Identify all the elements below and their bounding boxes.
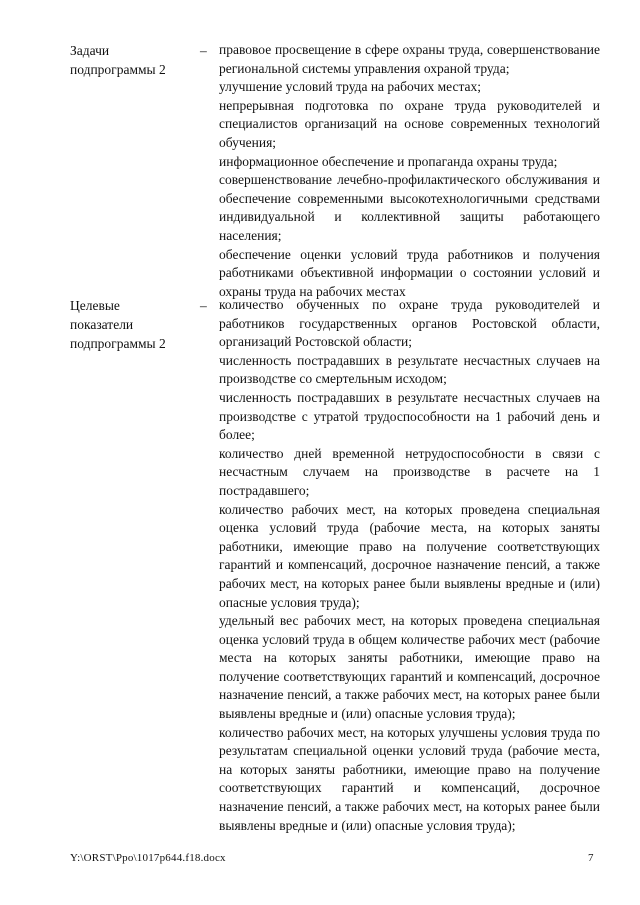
indicators-dash: – xyxy=(200,298,207,313)
indicators-label-line: Целевые xyxy=(70,298,120,313)
indicator-item: количество дней временной нетрудоспособности в связи с несчастным случаем на производстве в расчете на 1 пострадавшего; xyxy=(219,445,600,498)
indicators-label xyxy=(70,296,200,353)
task-item: информационное обеспечение и пропаганда охраны труда; xyxy=(219,153,558,169)
task-item: правовое просвещение в сфере охраны труда, совершенствование региональной системы управления охраной труда; xyxy=(219,42,600,76)
indicator-item: удельный вес рабочих мест, на которых проведена специальная оценка условий труда в общем количестве рабочих мест (рабочие места на которых заняты работники, имеющие право на получение соответствующих гарантий и компенсаций, досрочное назначение пенсий, а также рабочих мест, на которых ранее были выявлены вредные и (или) опасные условия труда); xyxy=(219,613,600,722)
tasks-label-line: Задачи xyxy=(70,43,110,58)
indicator-item: количество рабочих мест, на которых проведена специальная оценка условий труда (рабочие места, на которых заняты работники, имеющие право на получение соответствующих гарантий и компенсаций, досрочное назначение пенсий, а также рабочих мест, на которых ранее были выявлены вредные и (или) опасные условия труда); xyxy=(219,501,600,610)
task-item: обеспечение оценки условий труда работников и получения работниками объективной информации о состоянии условий и охраны труда на рабочих местах xyxy=(219,246,600,299)
tasks-label-line: подпрограммы 2 xyxy=(70,62,166,77)
indicator-item: количество рабочих мест, на которых улучшены условия труда по результатам специальной оценки условий труда (рабочие места, на которых заняты работники, имеющие право на получение соответствующих гарантий и компенсаций, досрочное назначение пенсий, а также рабочих мест, на которых ранее были выявлены вредные и (или) опасные условия труда); xyxy=(219,724,600,833)
tasks-list xyxy=(219,41,600,301)
indicators-label-line: показатели xyxy=(70,317,134,332)
task-item: совершенствование лечебно-профилактического обслуживания и обеспечение современными высокотехнологичными средствами индивидуальной и коллективной защиты работающего населения; xyxy=(219,172,600,243)
indicator-item: количество обученных по охране труда руководителей и работников государственных органов Ростовской области, организаций Ростовской области; xyxy=(219,297,600,350)
footer-file-path: Y:\ORST\Ppo\1017p644.f18.docx xyxy=(70,852,226,864)
task-item: улучшение условий труда на рабочих местах; xyxy=(219,79,481,95)
tasks-label xyxy=(70,41,200,79)
indicator-item: численность пострадавших в результате несчастных случаев на производстве с утратой трудоспособности на 1 рабочий день и более; xyxy=(219,389,600,443)
page-number: 7 xyxy=(588,852,594,864)
task-item: непрерывная подготовка по охране труда руководителей и специалистов организаций на основе современных технологий обучения; xyxy=(219,97,600,150)
indicators-list xyxy=(219,296,600,835)
indicators-label-line: подпрограммы 2 xyxy=(70,336,166,351)
tasks-dash: – xyxy=(200,43,207,58)
indicator-item: численность пострадавших в результате несчастных случаев на производстве со смертельным исходом; xyxy=(219,352,600,387)
